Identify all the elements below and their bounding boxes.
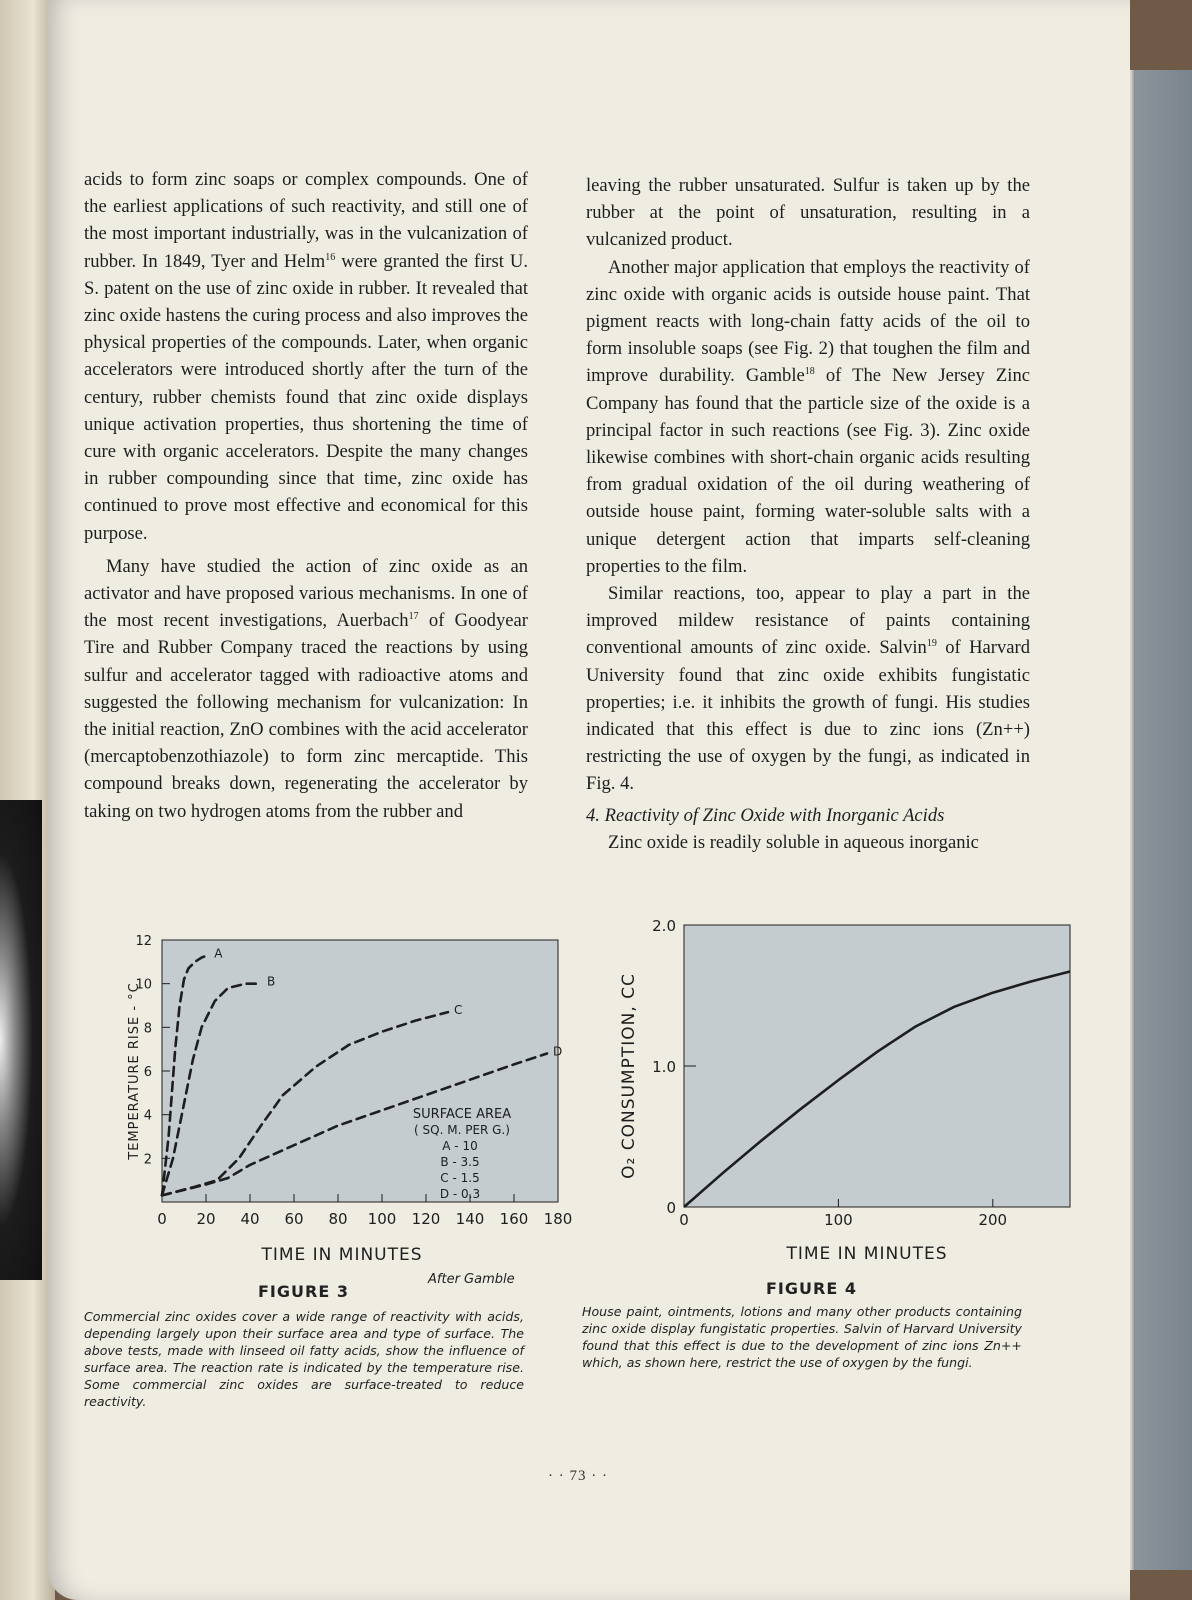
x-tick-label: 200 [978, 1211, 1008, 1229]
left-text-column [84, 166, 528, 825]
y-axis-label: O₂ CONSUMPTION, CC [619, 973, 639, 1179]
x-tick-label: 0 [157, 1210, 167, 1228]
y-tick-label: 2.0 [652, 917, 676, 935]
y-tick-label: 0 [666, 1199, 676, 1217]
legend-title: SURFACE AREA [412, 1107, 512, 1122]
x-tick-label: 80 [328, 1210, 348, 1228]
y-tick-label: 2 [143, 1152, 152, 1168]
y-axis-label: TEMPERATURE RISE - °C [127, 982, 142, 1160]
paragraph: Many have studied the action of zinc oxide as an activator and have proposed various mechanisms. In one of the most recent investigations, Auerbach$^{17}$ of Goodyear Tire and Rubber Company traced the reactions by using sulfur and accelerator tagged with radioactive atoms and suggested the following mechanism for vulcanization: In the initial reaction, ZnO combines with the acid accelerator (mercaptobenzothiazole) to form zinc mercaptide. This compound breaks down, regenerating the accelerator by taking on two hydrogen atoms from the rubber and [84, 555, 528, 822]
x-tick-label: 140 [455, 1210, 485, 1228]
paragraph: Similar reactions, too, appear to play a part in the improved mildew resistance of paints containing conventional amounts of zinc oxide. Salvin$^{19}$ of Harvard University found that zinc oxide exhibits fungistatic properties; i.e. it inhibits the growth of fungi. His studies indicated that this effect is due to zinc ions (Zn++) restricting the use of oxygen by the fungi, as indicated in Fig. 4. [586, 583, 1030, 795]
figure-4-label: FIGURE 4 [766, 1279, 857, 1298]
series-label-A: A [214, 946, 223, 961]
y-tick-label: 10 [135, 977, 152, 993]
series-label-C: C [454, 1003, 463, 1018]
book-page [48, 0, 1130, 1600]
figure-4 [582, 905, 1056, 1425]
y-tick-label: 8 [143, 1021, 152, 1037]
opposite-page-photo [0, 800, 42, 1280]
figure-3-credit: After Gamble [428, 1272, 515, 1287]
legend-entry: D - 0.3 [439, 1187, 481, 1201]
x-tick-label: 0 [679, 1211, 689, 1229]
plot-area [684, 925, 1070, 1207]
x-tick-label: 100 [367, 1210, 397, 1228]
figure-3-chart [88, 920, 573, 1265]
page-number: · · 73 · · [548, 1468, 608, 1484]
x-tick-label: 120 [411, 1210, 441, 1228]
paragraph: Zinc oxide is readily soluble in aqueous inorganic [608, 831, 979, 853]
paragraph: Another major application that employs the reactivity of zinc oxide with organic acids is outside house paint. That pigment reacts with long-chain fatty acids of the oil to form insoluble soaps (see Fig. 2) that toughen the film and improve durability. Gamble$^{18}$ of The New Jersey Zinc Company has found that the particle size of the oxide is a principal factor in such reactions (see Fig. 3). Zinc oxide likewise combines with short-chain organic acids resulting from gradual oxidation of the oil during weathering of outside house paint, forming water-soluble salts with a unique detergent action that imparts self-cleaning properties to the film. [586, 256, 1031, 577]
series-label-D: D [553, 1044, 563, 1059]
right-text-column [586, 172, 1030, 856]
x-axis-label: TIME IN MINUTES [261, 1245, 423, 1265]
y-tick-label: 6 [143, 1065, 152, 1080]
y-tick-label: 4 [143, 1108, 152, 1124]
y-tick-label: 1.0 [652, 1058, 676, 1076]
x-tick-label: 160 [499, 1210, 529, 1228]
figure-4-chart [586, 905, 1056, 1265]
x-axis-label: TIME IN MINUTES [786, 1244, 948, 1264]
figure-3-caption: Commercial zinc oxides cover a wide range of reactivity with acids, depending largely upon their surface area and type of surface. The above tests, made with linseed oil fatty acids, show the influence of surface area. The reaction rate is indicated by the temperature rise. Some commercial zinc oxides are surface-treated to reduce reactivity. [84, 1309, 524, 1409]
legend-entry: B - 3.5 [440, 1155, 480, 1169]
figure-4-caption: House paint, ointments, lotions and many other products containing zinc oxide display fungistatic properties. Salvin of Harvard University found that this effect is due to the development of zinc ions Zn++ which, as shown here, restrict the use of oxygen by the fungi. [582, 1304, 1022, 1370]
legend-subtitle: ( SQ. M. PER G.) [414, 1123, 510, 1137]
legend-entry: C - 1.5 [440, 1171, 480, 1185]
x-tick-label: 40 [240, 1210, 260, 1228]
y-tick-label: 12 [135, 934, 152, 949]
series-label-B: B [267, 974, 276, 989]
x-tick-label: 60 [284, 1210, 304, 1228]
figure-3 [84, 920, 573, 1420]
figure-3-label: FIGURE 3 [258, 1282, 349, 1301]
paragraph: acids to form zinc soaps or complex compounds. One of the earliest applications of such reactivity, and still one of the most important industrially, was in the vulcanization of rubber. In 1849, Tyer and Helm$^{16}$ were granted the first U. S. patent on the use of zinc oxide in rubber. It revealed that zinc oxide hastens the curing process and also improves the physical properties of the compounds. Later, when organic accelerators were introduced shortly after the turn of the century, rubber chemists found that zinc oxide displays unique activation properties, thus shortening the time of cure with organic accelerators. Despite the many changes in rubber compounding since that time, zinc oxide has continued to prove most effective and economical for this purpose. [84, 169, 528, 544]
x-tick-label: 20 [196, 1210, 216, 1228]
legend-entry: A - 10 [442, 1139, 478, 1153]
x-tick-label: 100 [824, 1211, 853, 1229]
paragraph: leaving the rubber unsaturated. Sulfur is taken up by the rubber at the point of unsaturation, resulting in a vulcanized product. [586, 175, 1030, 251]
opposite-page-edge [0, 0, 55, 1600]
section-heading: 4. Reactivity of Zinc Oxide with Inorganic Acids [586, 804, 945, 826]
x-tick-label: 180 [543, 1210, 573, 1228]
